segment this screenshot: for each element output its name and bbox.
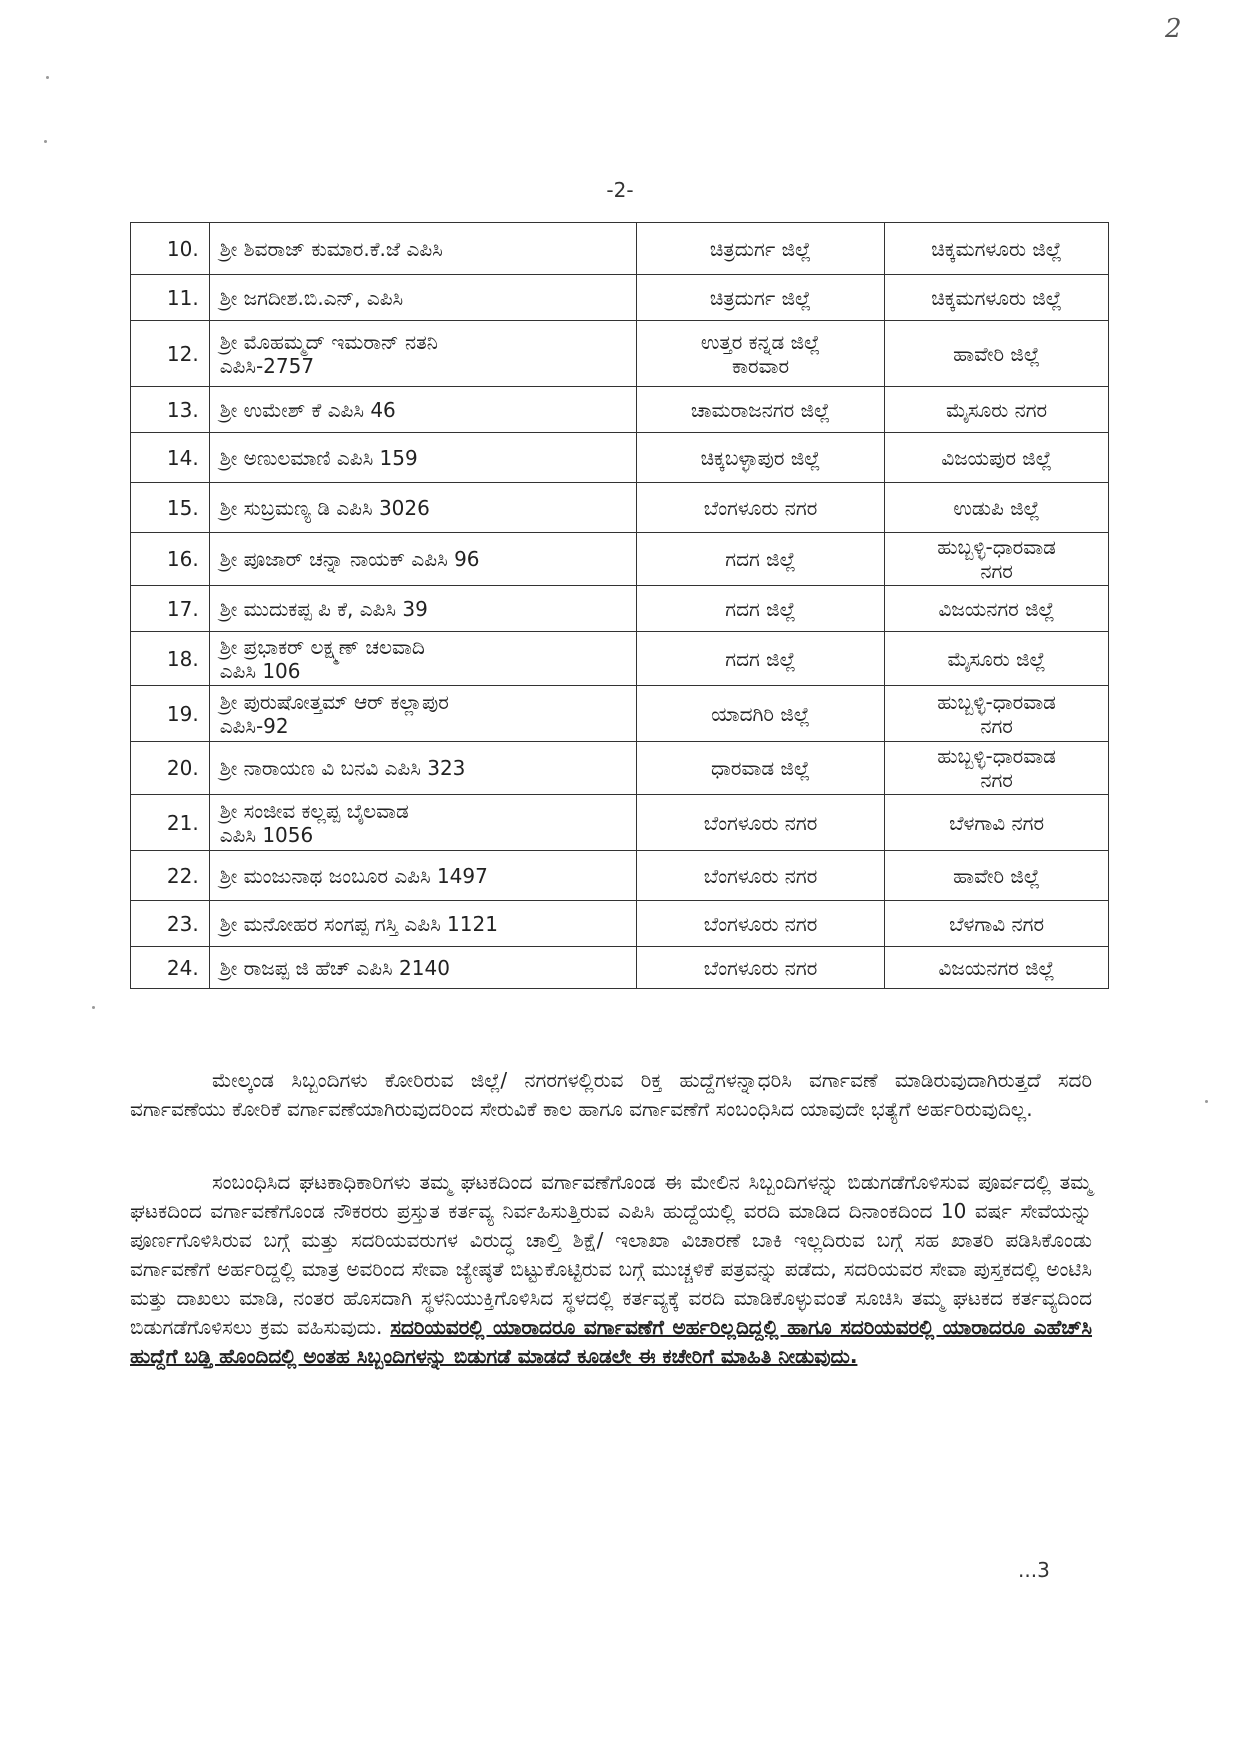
- from-unit-cell-line: ಯಾದಗಿರಿ ಜಿಲ್ಲೆ: [711, 701, 810, 726]
- from-unit-cell: [636, 275, 884, 321]
- employee-name-cell-line: ಶ್ರೀ ರಾಜಪ್ಪ ಜಿ ಹೆಚ್ ಎಪಿಸಿ 2140: [219, 955, 450, 980]
- scan-speck: [92, 1006, 95, 1009]
- to-unit-cell-line: ವಿಜಯನಗರ ಜಿಲ್ಲೆ: [938, 596, 1055, 621]
- serial-number-cell: 17.: [131, 586, 210, 632]
- from-unit-cell-line: ಉತ್ತರ ಕನ್ನಡ ಜಿಲ್ಲೆ: [700, 329, 821, 354]
- from-unit-cell-line: ಬೆಂಗಳೂರು ನಗರ: [703, 911, 818, 936]
- employee-name-cell-line: ಶ್ರೀ ಮುದುಕಪ್ಪ ಪಿ ಕೆ, ಎಪಿಸಿ 39: [219, 596, 428, 621]
- employee-name-cell: [209, 433, 636, 483]
- serial-number-cell: 13.: [131, 387, 210, 433]
- table-row: [131, 433, 1109, 483]
- to-unit-cell-line: ವಿಜಯಪುರ ಜಿಲ್ಲೆ: [941, 445, 1052, 470]
- to-unit-cell-line: ವಿಜಯನಗರ ಜಿಲ್ಲೆ: [938, 955, 1055, 980]
- employee-name-cell: [209, 901, 636, 947]
- employee-name-cell-line: ಎಪಿಸಿ-92: [219, 713, 289, 738]
- from-unit-cell: [636, 851, 884, 901]
- table-row: [131, 686, 1109, 742]
- from-unit-cell-line: ಚಿತ್ರದುರ್ಗ ಜಿಲ್ಲೆ: [709, 236, 812, 261]
- serial-number-cell: 16.: [131, 533, 210, 586]
- employee-name-cell: [209, 483, 636, 533]
- from-unit-cell-line: ಬೆಂಗಳೂರು ನಗರ: [703, 495, 818, 520]
- employee-name-cell: [209, 686, 636, 742]
- paragraph-1: [130, 1066, 1092, 1124]
- employee-name-cell: [209, 795, 636, 851]
- to-unit-cell-line: ನಗರ: [980, 768, 1013, 792]
- employee-name-cell: [209, 275, 636, 321]
- to-unit-cell: [885, 947, 1109, 989]
- table-row: [131, 586, 1109, 632]
- employee-name-cell-line: ಶ್ರೀ ಸಂಜೀವ ಕಲ್ಲಪ್ಪ ಬೈಲವಾಡ: [219, 798, 409, 823]
- employee-name-cell-line: ಶ್ರೀ ಅಣುಲಮಾಣಿ ಎಪಿಸಿ 159: [219, 445, 418, 470]
- to-unit-cell-line: ಚಿಕ್ಕಮಗಳೂರು ಜಿಲ್ಲೆ: [931, 285, 1062, 310]
- to-unit-cell-line: ಹುಬ್ಬಳ್ಳಿ-ಧಾರವಾಡ: [937, 744, 1056, 768]
- employee-name-cell-line: ಶ್ರೀ ನಾರಾಯಣ ವಿ ಬನವಿ ಎಪಿಸಿ 323: [219, 756, 466, 780]
- to-unit-cell-line: ಹುಬ್ಬಳ್ಳಿ-ಧಾರವಾಡ: [937, 535, 1056, 559]
- from-unit-cell: [636, 321, 884, 387]
- employee-name-cell-line: ಎಪಿಸಿ-2757: [219, 353, 315, 378]
- page-number: -2-: [606, 178, 634, 202]
- from-unit-cell: [636, 223, 884, 275]
- to-unit-cell: [885, 483, 1109, 533]
- to-unit-cell-line: ಚಿಕ್ಕಮಗಳೂರು ಜಿಲ್ಲೆ: [931, 236, 1062, 261]
- paragraph-2: [130, 1168, 1092, 1371]
- next-page-marker: ...3: [1018, 1558, 1050, 1582]
- from-unit-cell: [636, 901, 884, 947]
- to-unit-cell-line: ಬೆಳಗಾವಿ ನಗರ: [949, 810, 1045, 835]
- from-unit-cell-line: ಗದಗ ಜಿಲ್ಲೆ: [725, 646, 796, 671]
- to-unit-cell: [885, 901, 1109, 947]
- table-row: [131, 321, 1109, 387]
- transfer-table: [130, 222, 1109, 989]
- scan-speck: [44, 140, 47, 143]
- table-row: [131, 632, 1109, 686]
- to-unit-cell: [885, 387, 1109, 433]
- serial-number-cell: 11.: [131, 275, 210, 321]
- from-unit-cell: [636, 686, 884, 742]
- table-row: [131, 901, 1109, 947]
- paragraph-2-text: ಸಂಬಂಧಿಸಿದ ಘಟಕಾಧಿಕಾರಿಗಳು ತಮ್ಮ ಘಟಕದಿಂದ ವರ್ಗಾವಣೆಗೊಂಡ ಈ ಮೇಲಿನ ಸಿಬ್ಬಂದಿಗಳನ್ನು ಬಿಡುಗಡೆಗೊಳಿಸುವ ಪೂರ್ವದಲ್ಲಿ ತಮ್ಮ ಘಟಕದಿಂದ ವರ್ಗಾವಣೆಗೊಂಡ ನೌಕರರು ಪ್ರಸ್ತುತ ಕರ್ತವ್ಯ ನಿರ್ವಹಿಸುತ್ತಿರುವ ಎಪಿಸಿ ಹುದ್ದೆಯಲ್ಲಿ ವರದಿ ಮಾಡಿದ ದಿನಾಂಕದಿಂದ 10 ವರ್ಷ ಸೇವೆಯನ್ನು ಪೂರ್ಣಗೊಳಿಸಿರುವ ಬಗ್ಗೆ ಮತ್ತು ಸದರಿಯವರುಗಳ ವಿರುದ್ಧ ಚಾಲ್ತಿ ಶಿಕ್ಷೆ/ ಇಲಾಖಾ ವಿಚಾರಣೆ ಬಾಕಿ ಇಲ್ಲದಿರುವ ಬಗ್ಗೆ ಸಹ ಖಾತರಿ ಪಡಿಸಿಕೊಂಡು ವರ್ಗಾವಣೆಗೆ ಅರ್ಹರಿದ್ದಲ್ಲಿ ಮಾತ್ರ ಅವರಿಂದ ಸೇವಾ ಜ್ಯೇಷ್ಠತೆ ಬಿಟ್ಟುಕೊಟ್ಟಿರುವ ಬಗ್ಗೆ ಮುಚ್ಚಳಿಕೆ ಪತ್ರವನ್ನು ಪಡೆದು, ಸದರಿಯವರ ಸೇವಾ ಪುಸ್ತಕದಲ್ಲಿ ಅಂಟಿಸಿ ಮತ್ತು ದಾಖಲು ಮಾಡಿ, ನಂತರ ಹೊಸದಾಗಿ ಸ್ಥಳನಿಯುಕ್ತಿಗೊಳಿಸಿದ ಸ್ಥಳದಲ್ಲಿ ಕರ್ತವ್ಯಕ್ಕೆ ವರದಿ ಮಾಡಿಕೊಳ್ಳುವಂತೆ ಸೂಚಿಸಿ ತಮ್ಮ ಘಟಕದ ಕರ್ತವ್ಯದಿಂದ ಬಿಡುಗಡೆಗೊಳಿಸಲು ಕ್ರಮ ವಹಿಸುವುದು.: [130, 1170, 1092, 1339]
- paragraph-1-text: ಮೇಲ್ಕಂಡ ಸಿಬ್ಬಂದಿಗಳು ಕೋರಿರುವ ಜಿಲ್ಲೆ/ ನಗರಗಳಲ್ಲಿರುವ ರಿಕ್ತ ಹುದ್ದೆಗಳನ್ನಾಧರಿಸಿ ವರ್ಗಾವಣೆ ಮಾಡಿರುವುದಾಗಿರುತ್ತದೆ ಸದರಿ ವರ್ಗಾವಣೆಯು ಕೋರಿಕೆ ವರ್ಗಾವಣೆಯಾಗಿರುವುದರಿಂದ ಸೇರುವಿಕೆ ಕಾಲ ಹಾಗೂ ವರ್ಗಾವಣೆಗೆ ಸಂಬಂಧಿಸಿದ ಯಾವುದೇ ಭತ್ಯೆಗೆ ಅರ್ಹರಿರುವುದಿಲ್ಲ.: [130, 1068, 1092, 1121]
- employee-name-cell: [209, 632, 636, 686]
- table-row: [131, 947, 1109, 989]
- serial-number-cell: 12.: [131, 321, 210, 387]
- employee-name-cell-line: ಶ್ರೀ ಸುಬ್ರಮಣ್ಯ ಡಿ ಎಪಿಸಿ 3026: [219, 495, 430, 520]
- table-row: [131, 533, 1109, 586]
- employee-name-cell: [209, 533, 636, 586]
- employee-name-cell: [209, 851, 636, 901]
- from-unit-cell: [636, 387, 884, 433]
- employee-name-cell-line: ಶ್ರೀ ಮೊಹಮ್ಮದ್ ಇಮರಾನ್ ನತನಿ: [219, 329, 438, 354]
- serial-number-cell: 22.: [131, 851, 210, 901]
- serial-number-cell: 21.: [131, 795, 210, 851]
- employee-name-cell-line: ಎಪಿಸಿ 1056: [219, 822, 314, 847]
- to-unit-cell: [885, 586, 1109, 632]
- from-unit-cell-line: ಚಾಮರಾಜನಗರ ಜಿಲ್ಲೆ: [690, 397, 831, 422]
- to-unit-cell-line: ಮೈಸೂರು ನಗರ: [946, 397, 1048, 422]
- scan-speck: [46, 76, 49, 79]
- from-unit-cell: [636, 742, 884, 795]
- from-unit-cell: [636, 586, 884, 632]
- employee-name-cell: [209, 947, 636, 989]
- from-unit-cell-line: ಬೆಂಗಳೂರು ನಗರ: [703, 863, 818, 888]
- to-unit-cell-line: ಹುಬ್ಬಳ್ಳಿ-ಧಾರವಾಡ: [937, 689, 1056, 714]
- employee-name-cell: [209, 321, 636, 387]
- serial-number-cell: 14.: [131, 433, 210, 483]
- employee-name-cell: [209, 223, 636, 275]
- from-unit-cell-line: ಕಾರವಾರ: [731, 353, 790, 378]
- to-unit-cell: [885, 433, 1109, 483]
- table-row: [131, 387, 1109, 433]
- to-unit-cell-line: ನಗರ: [980, 713, 1013, 738]
- table-row: [131, 275, 1109, 321]
- serial-number-cell: 15.: [131, 483, 210, 533]
- to-unit-cell: [885, 851, 1109, 901]
- to-unit-cell-line: ಹಾವೇರಿ ಜಿಲ್ಲೆ: [953, 863, 1040, 888]
- from-unit-cell: [636, 433, 884, 483]
- employee-name-cell: [209, 742, 636, 795]
- employee-name-cell-line: ಎಪಿಸಿ 106: [219, 658, 301, 683]
- corner-mark: 2: [1165, 14, 1182, 44]
- to-unit-cell: [885, 742, 1109, 795]
- to-unit-cell: [885, 321, 1109, 387]
- employee-name-cell-line: ಶ್ರೀ ಜಗದೀಶ.ಬಿ.ಎನ್, ಎಪಿಸಿ: [219, 285, 404, 310]
- from-unit-cell: [636, 533, 884, 586]
- to-unit-cell: [885, 223, 1109, 275]
- serial-number-cell: 23.: [131, 901, 210, 947]
- employee-name-cell-line: ಶ್ರೀ ಶಿವರಾಜ್ ಕುಮಾರ.ಕೆ.ಜೆ ಎಪಿಸಿ: [219, 236, 443, 261]
- to-unit-cell-line: ಹಾವೇರಿ ಜಿಲ್ಲೆ: [953, 341, 1040, 366]
- from-unit-cell: [636, 483, 884, 533]
- from-unit-cell-line: ಚಿಕ್ಕಬಳ್ಳಾಪುರ ಜಿಲ್ಲೆ: [700, 445, 821, 470]
- paragraph-2-emphasis: ಸದರಿಯವರಲ್ಲಿ ಯಾರಾದರೂ ವರ್ಗಾವಣೆಗೆ ಅರ್ಹರಿಲ್ಲದಿದ್ದಲ್ಲಿ ಹಾಗೂ ಸದರಿಯವರಲ್ಲಿ ಯಾರಾದರೂ ಎಹೆಚ್‌ಸಿ ಹುದ್ದೆಗೆ ಬಡ್ತಿ ಹೊಂದಿದಲ್ಲಿ ಅಂತಹ ಸಿಬ್ಬಂದಿಗಳನ್ನು ಬಿಡುಗಡೆ ಮಾಡದೆ ಕೂಡಲೇ ಈ ಕಚೇರಿಗೆ ಮಾಹಿತಿ ನೀಡುವುದು.: [130, 1315, 1093, 1368]
- serial-number-cell: 20.: [131, 742, 210, 795]
- from-unit-cell: [636, 795, 884, 851]
- scan-speck: [1205, 1100, 1208, 1103]
- table-row: [131, 223, 1109, 275]
- transfer-table-body: [131, 223, 1109, 989]
- table-row: [131, 795, 1109, 851]
- table-row: [131, 483, 1109, 533]
- employee-name-cell-line: ಶ್ರೀ ಮಂಜುನಾಥ ಜಂಬೂರ ಎಪಿಸಿ 1497: [219, 863, 488, 888]
- to-unit-cell: [885, 686, 1109, 742]
- to-unit-cell: [885, 795, 1109, 851]
- from-unit-cell: [636, 947, 884, 989]
- employee-name-cell-line: ಶ್ರೀ ಉಮೇಶ್ ಕೆ ಎಪಿಸಿ 46: [219, 397, 396, 422]
- to-unit-cell: [885, 533, 1109, 586]
- from-unit-cell-line: ಗದಗ ಜಿಲ್ಲೆ: [725, 547, 796, 571]
- from-unit-cell-line: ಧಾರವಾಡ ಜಿಲ್ಲೆ: [710, 756, 811, 780]
- from-unit-cell-line: ಬೆಂಗಳೂರು ನಗರ: [703, 955, 818, 980]
- from-unit-cell-line: ಚಿತ್ರದುರ್ಗ ಜಿಲ್ಲೆ: [709, 285, 812, 310]
- table-row: [131, 851, 1109, 901]
- table-row: [131, 742, 1109, 795]
- serial-number-cell: 19.: [131, 686, 210, 742]
- employee-name-cell-line: ಶ್ರೀ ಮನೋಹರ ಸಂಗಪ್ಪ ಗಸ್ತಿ ಎಪಿಸಿ 1121: [219, 911, 498, 936]
- employee-name-cell-line: ಶ್ರೀ ಪುರುಷೋತ್ತಮ್ ಆರ್ ಕಲ್ಲಾಪುರ: [219, 689, 449, 714]
- to-unit-cell-line: ಮೈಸೂರು ಜಿಲ್ಲೆ: [947, 646, 1046, 671]
- employee-name-cell: [209, 387, 636, 433]
- from-unit-cell-line: ಬೆಂಗಳೂರು ನಗರ: [703, 810, 818, 835]
- to-unit-cell: [885, 275, 1109, 321]
- from-unit-cell: [636, 632, 884, 686]
- serial-number-cell: 18.: [131, 632, 210, 686]
- employee-name-cell-line: ಶ್ರೀ ಪೂಜಾರ್ ಚನ್ನಾ ನಾಯಕ್ ಎಪಿಸಿ 96: [219, 547, 480, 571]
- to-unit-cell: [885, 632, 1109, 686]
- to-unit-cell-line: ನಗರ: [980, 559, 1013, 583]
- to-unit-cell-line: ಉಡುಪಿ ಜಿಲ್ಲೆ: [953, 495, 1040, 520]
- serial-number-cell: 24.: [131, 947, 210, 989]
- employee-name-cell: [209, 586, 636, 632]
- to-unit-cell-line: ಬೆಳಗಾವಿ ನಗರ: [949, 911, 1045, 936]
- from-unit-cell-line: ಗದಗ ಜಿಲ್ಲೆ: [725, 596, 796, 621]
- employee-name-cell-line: ಶ್ರೀ ಪ್ರಭಾಕರ್ ಲಕ್ಷ್ಮಣ್ ಚಲವಾದಿ: [219, 634, 425, 659]
- serial-number-cell: 10.: [131, 223, 210, 275]
